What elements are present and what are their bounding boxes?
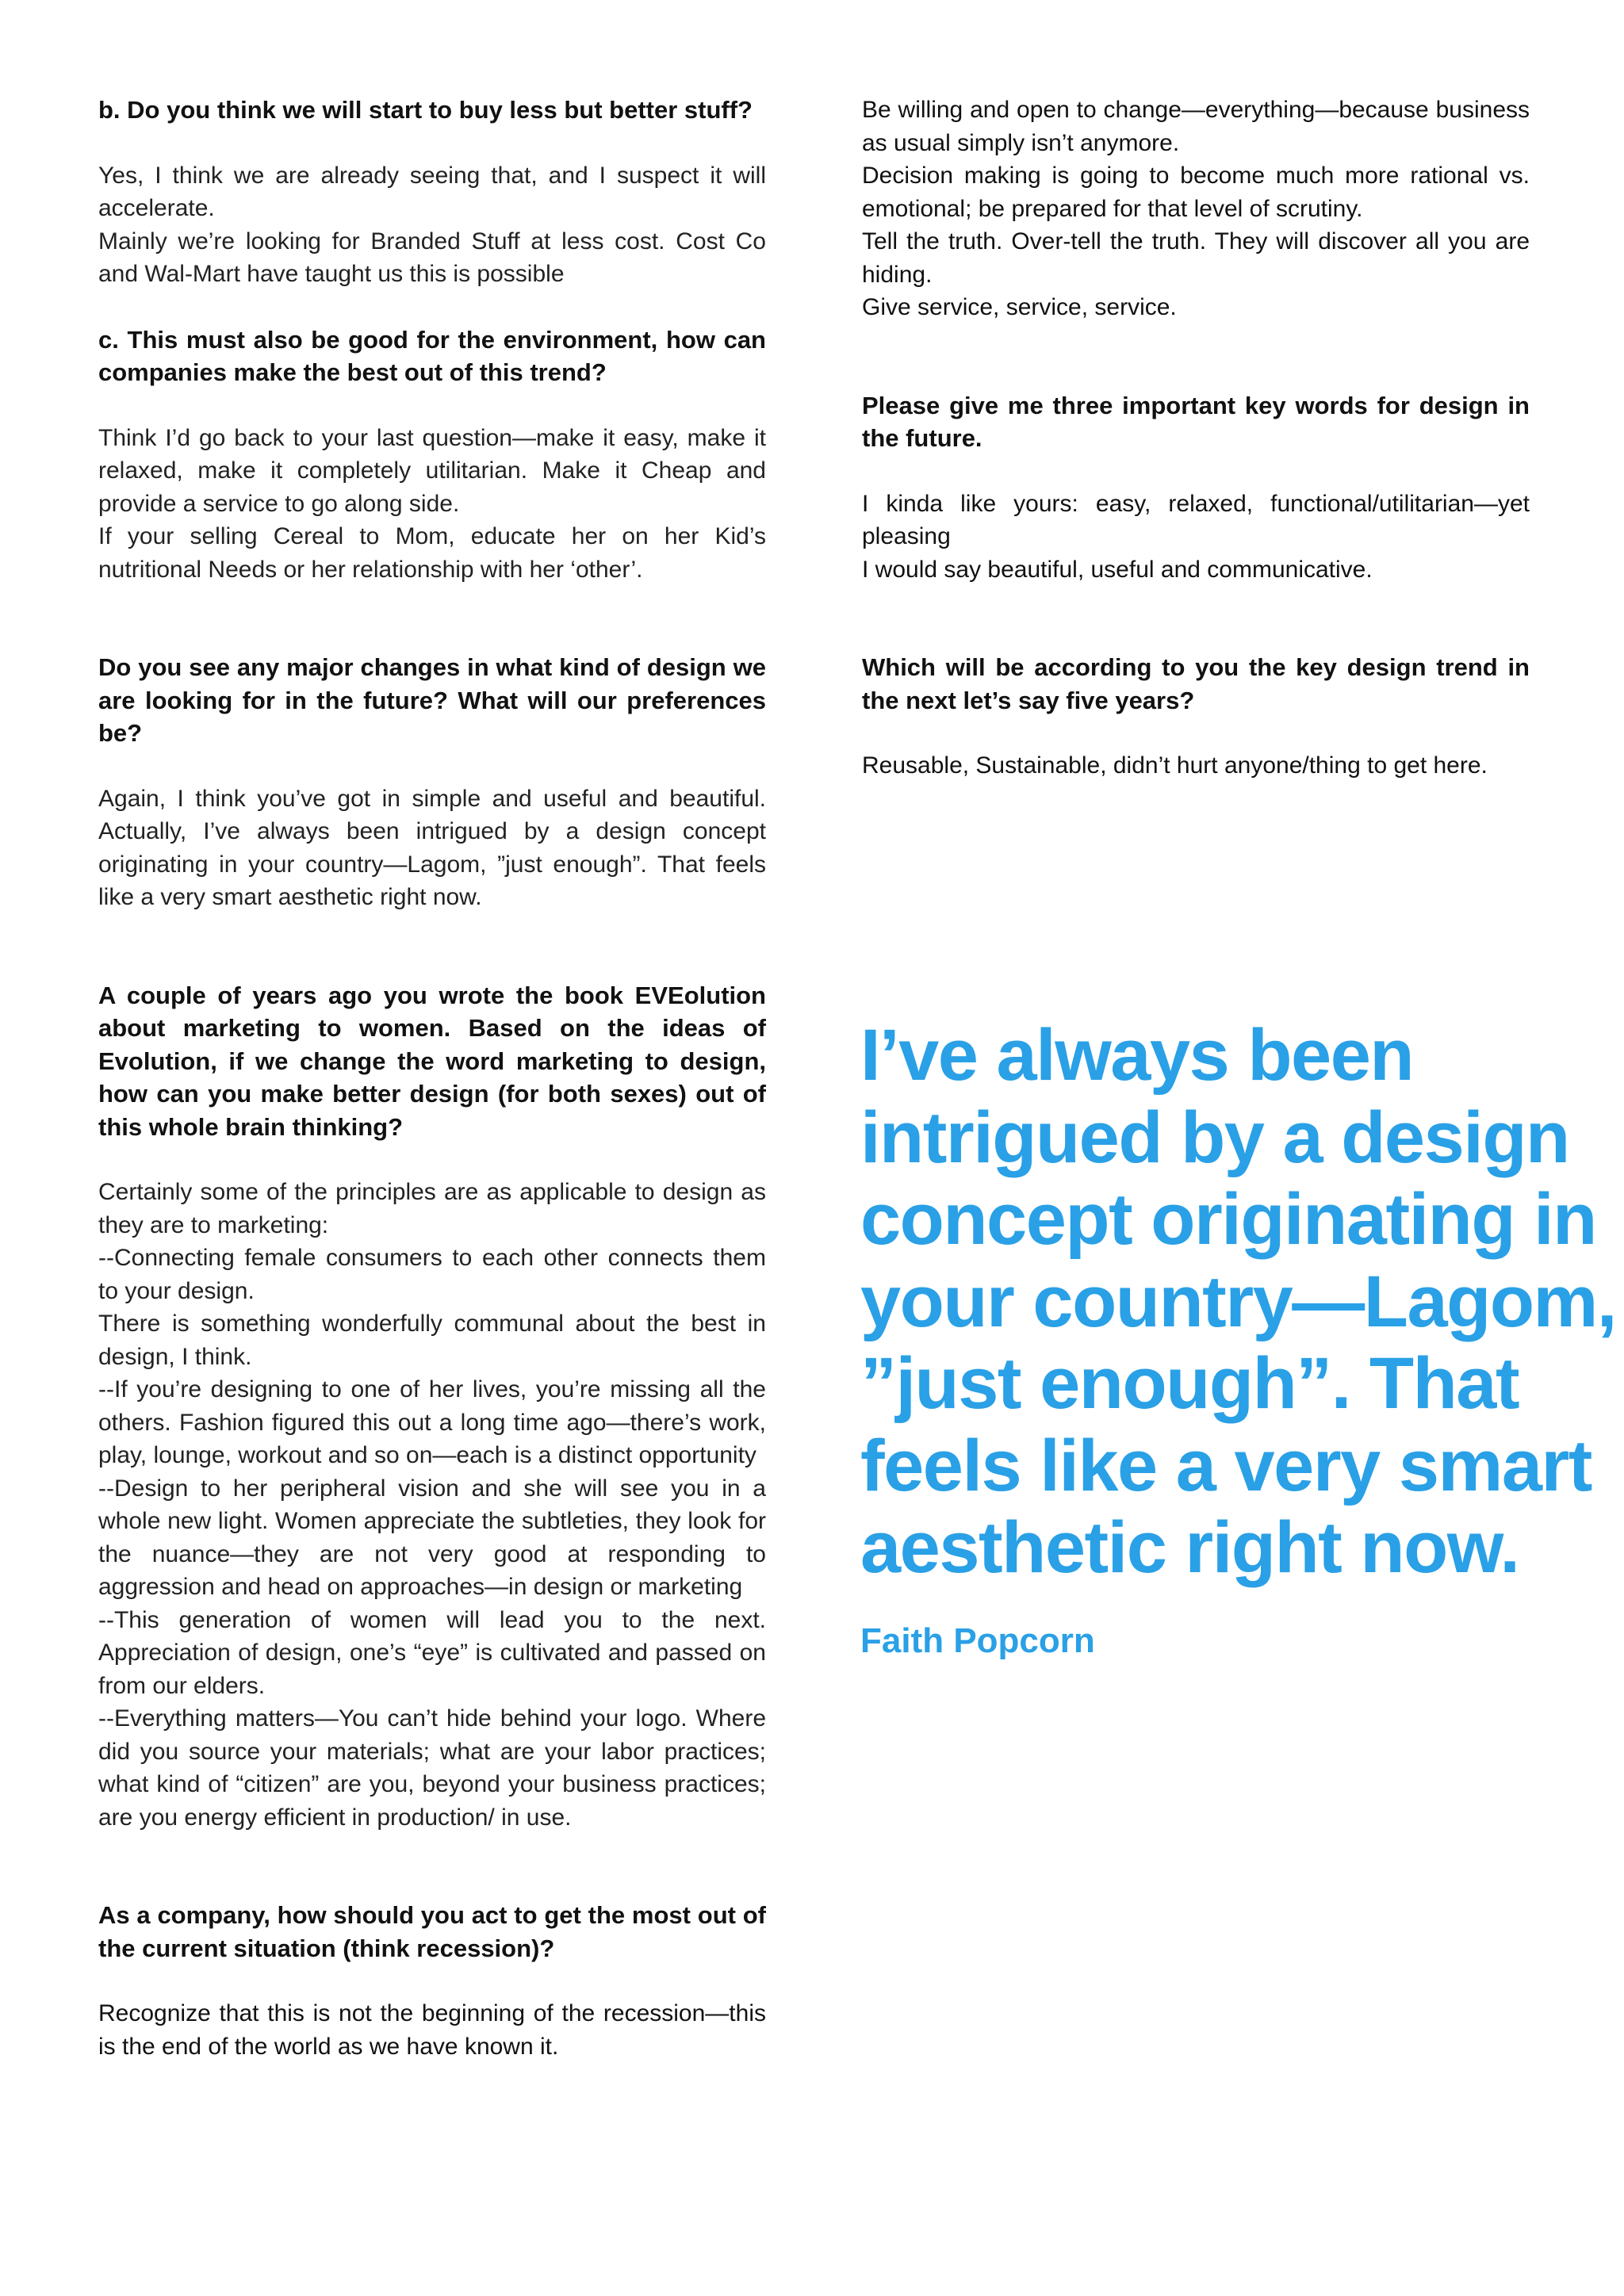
answer-eveolution-line-5: --Design to her peripheral vision and she will see you in a whole new light. Women appreciate the subtleties, they look for the nuance—they are not very good at responding to aggression and head on approaches—in design or marketing [98,1475,766,1600]
question-keywords: Please give me three important key words for design in the future. [862,391,1530,452]
left-column [98,94,766,2063]
question-b: b. Do you think we will start to buy less but better stuff? [98,96,753,124]
answer-keywords-line-1: I kinda like yours: easy, relaxed, functional/utilitarian—yet pleasing [862,490,1530,549]
answer-b-line-2: Mainly we’re looking for Branded Stuff at less cost. Cost Co and Wal-Mart have taught us this is possible [98,228,766,287]
answer-c-line-1: Think I’d go back to your last question—make it easy, make it relaxed, make it completely utilitarian. Make it Cheap and provide a service to go along side. [98,424,766,517]
answer-eveolution-line-4: --If you’re designing to one of her lives, you’re missing all the others. Fashion figured this out a long time ago—there’s work, play, lounge, workout and so on—each is a distinct opportunity [98,1376,766,1468]
answer-recession-cont-1: Be willing and open to change—everything—because business as usual simply isn’t anymore. [862,97,1530,156]
answer-eveolution-line-2: --Connecting female consumers to each other connects them to your design. [98,1245,766,1304]
quote-author: Faith Popcorn [860,1621,1095,1660]
right-column [862,94,1530,783]
answer-recession-cont-4: Give service, service, service. [862,294,1177,320]
pull-quote: I’ve always been intrigued by a design concept originating in your country—Lagom, ”just enough”. That feels like a very smart aesthetic right now. [860,1015,1616,1588]
answer-design-changes: Again, I think you’ve got in simple and useful and beautiful. Actually, I’ve always been intrigued by a design concept originating in your country—Lagom, ”just enough”. That feels like a very smart aesthetic right now. [98,785,766,910]
answer-b-line-1: Yes, I think we are already seeing that, and I suspect it will accelerate. [98,162,766,221]
answer-recession-cont-3: Tell the truth. Over-tell the truth. They will discover all you are hiding. [862,228,1530,288]
answer-eveolution-line-6: --This generation of women will lead you to the next. Appreciation of design, one’s “eye” is cultivated and passed on from our elders. [98,1606,766,1699]
answer-recession-cont-2: Decision making is going to become much more rational vs. emotional; be prepared for that level of scrutiny. [862,163,1530,222]
answer-eveolution-line-7: --Everything matters—You can’t hide behind your logo. Where did you source your materials; what are your labor practices; what kind of “citizen” are you, beyond your business practices; are you energy efficient in production/ in use. [98,1705,766,1831]
answer-eveolution-line-1: Certainly some of the principles are as applicable to design as they are to marketing: [98,1179,766,1238]
pull-quote-block [860,1015,1622,1661]
question-eveolution: A couple of years ago you wrote the book EVEolution about marketing to women. Based on the ideas of Evolution, if we change the word marketing to design, how can you make better design (for both sexes) out of this whole brain thinking? [98,981,766,1141]
answer-eveolution-line-3: There is something wonderfully communal about the best in design, I think. [98,1311,766,1370]
question-design-changes: Do you see any major changes in what kind of design we are looking for in the future? What will our preferences be? [98,653,766,747]
answer-keywords-line-2: I would say beautiful, useful and communicative. [862,556,1373,583]
answer-design-trend: Reusable, Sustainable, didn’t hurt anyone/thing to get here. [862,752,1488,779]
question-design-trend: Which will be according to you the key design trend in the next let’s say five years? [862,653,1530,714]
answer-recession-start: Recognize that this is not the beginning of the recession—this is the end of the world as we have known it. [98,2000,766,2060]
question-recession: As a company, how should you act to get the most out of the current situation (think recession)? [98,1901,766,1962]
answer-c-line-2: If your selling Cereal to Mom, educate her on her Kid’s nutritional Needs or her relationship with her ‘other’. [98,523,766,583]
question-c: c. This must also be good for the environment, how can companies make the best out of this trend? [98,325,766,386]
